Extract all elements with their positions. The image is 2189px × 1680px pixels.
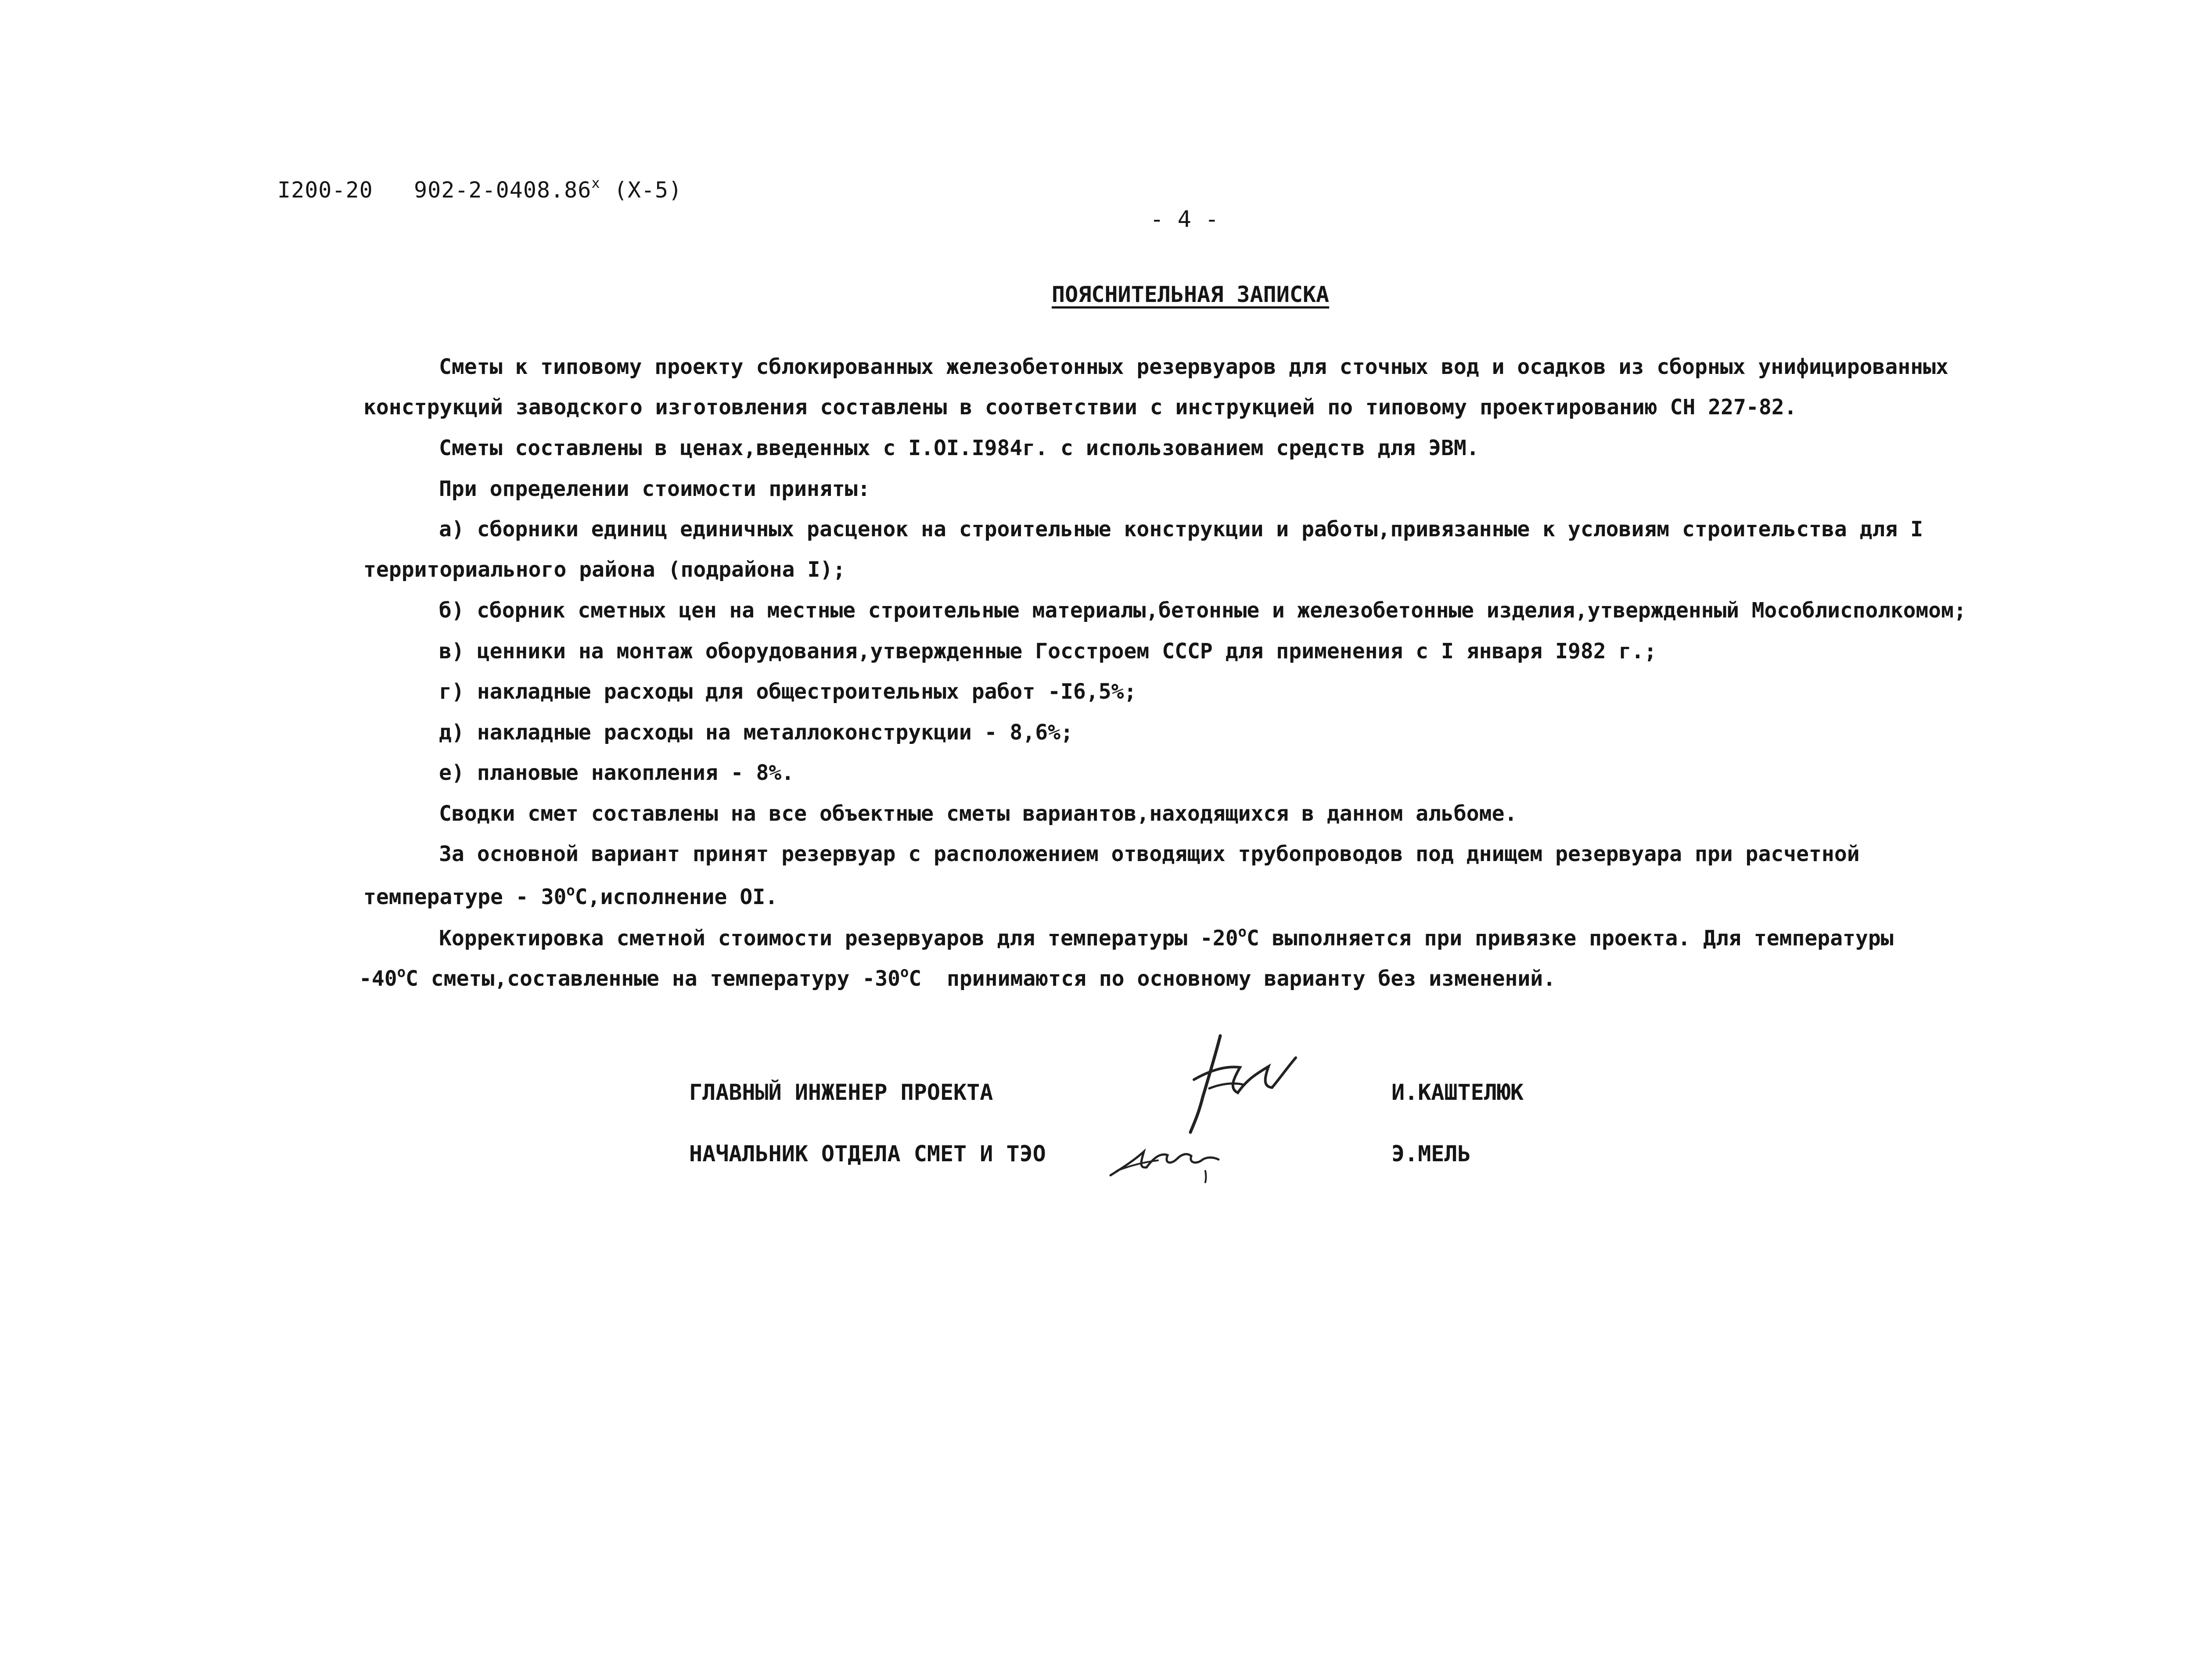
paragraph-line: Корректировка сметной стоимости резервуаров для температуры $-20^оС$ выполняется при привязке проекта. Для температуры — [439, 923, 1894, 951]
list-item: е) плановые накопления - 8%. — [439, 761, 794, 785]
handwritten-signature-estimates-head — [1106, 1124, 1238, 1189]
list-item: б) сборник сметных цен на местные строительные материалы,бетонные и железобетонные изделия,утвержденный Мособлисполкомом; — [439, 598, 1966, 623]
list-item: в) ценники на монтаж оборудования,утвержденные Госстроем СССР для применения с I января I982 г.; — [439, 639, 1657, 664]
paragraph-line: Сводки смет составлены на все объектные сметы вариантов,находящихся в данном альбоме. — [439, 801, 1517, 826]
list-item: г) накладные расходы для общестроительных работ -I6,5%; — [439, 679, 1137, 704]
document-title: ПОЯСНИТЕЛЬНАЯ ЗАПИСКА — [1052, 282, 1330, 307]
list-item: а) сборники единиц единичных расценок на строительные конструкции и работы,привязанные к условиям строительства для I — [439, 517, 1923, 542]
paragraph-line: Сметы к типовому проекту сблокированных железобетонных резервуаров для сточных вод и осадков из сборных унифицированных — [439, 355, 1948, 379]
paragraph-line: конструкций заводского изготовления составлены в соответствии с инструкцией по типовому проектированию СН 227-82. — [363, 395, 1797, 420]
handwritten-signature-chief-engineer — [1168, 1027, 1308, 1137]
paragraph-line: территориального района (подрайона I); — [363, 557, 846, 582]
paragraph-line: температуре - $30^оС,исполнение$ OI. — [363, 882, 778, 909]
paragraph-line: При определении стоимости приняты: — [439, 477, 870, 501]
signature-role-chief-engineer: ГЛАВНЫЙ ИНЖЕНЕР ПРОЕКТА — [689, 1080, 993, 1105]
page-number: - 4 - — [1150, 206, 1219, 233]
list-item: д) накладные расходы на металлоконструкции - 8,6%; — [439, 720, 1073, 745]
paragraph-line: За основной вариант принят резервуар с расположением отводящих трубопроводов под днищем резервуара при расчетной — [439, 842, 1860, 866]
document-code: I200-20 902-2-0408.86$^x$ (X-5) — [277, 175, 683, 203]
signature-name-estimates-head: Э.МЕЛЬ — [1391, 1141, 1471, 1167]
signature-role-estimates-head: НАЧАЛЬНИК ОТДЕЛА СМЕТ И ТЭО — [689, 1141, 1046, 1167]
paragraph-line: $-40^оС$ сметы,составленные на температуру $-30^оС$ принимаются по основному варианту без изменений. — [359, 964, 1556, 991]
paragraph-line: Сметы составлены в ценах,введенных с I.OI.I984г. с использованием средств для ЭВМ. — [439, 436, 1479, 460]
signature-name-chief-engineer: И.КАШТЕЛЮК — [1391, 1080, 1524, 1105]
